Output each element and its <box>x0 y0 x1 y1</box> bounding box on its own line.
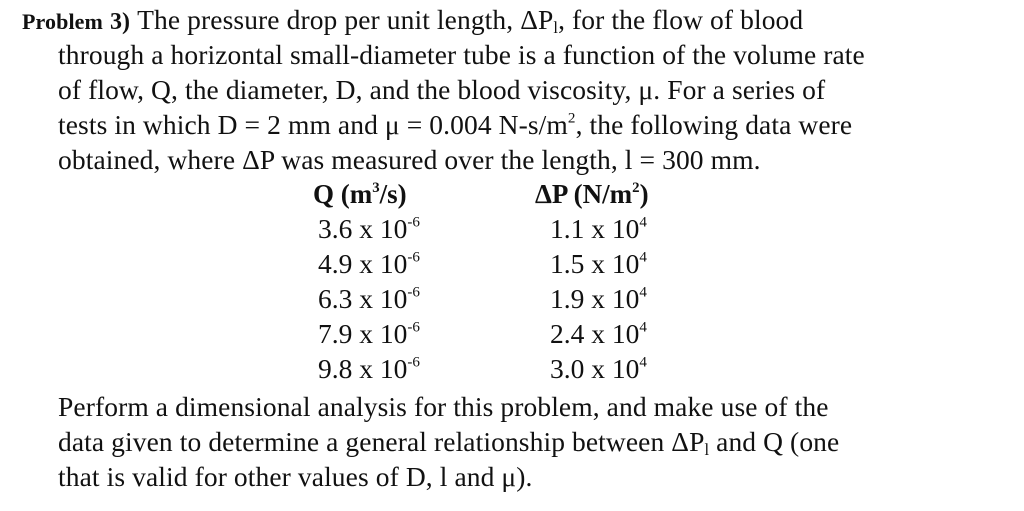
table-cell-delta-p: 1.1 x $10^4$ <box>550 213 647 244</box>
superscript-2: 2 <box>567 110 576 127</box>
line4-text-b: , the following data were <box>575 109 853 140</box>
problem-statement-line-4 <box>58 108 852 142</box>
table-cell-delta-p: 2.4 x $10^4$ <box>550 318 647 349</box>
table-cell-delta-p: 1.9 x $10^4$ <box>550 283 647 314</box>
problem-number: 3) <box>109 9 131 35</box>
table-header-q: Q $(m^3/s)$ <box>313 179 407 209</box>
intro-text: The pressure drop per unit length, ΔP <box>137 4 554 35</box>
closing-line-3: that is valid for other values of D, l and μ). <box>58 461 533 492</box>
table-header-delta-p: ΔP $(N/m^2)$ <box>535 179 649 209</box>
problem-statement-line-1 <box>22 3 803 39</box>
problem-statement-line-2: through a horizontal small-diameter tube is a function of the volume rate <box>58 39 865 70</box>
problem-statement-line-3: of flow, Q, the diameter, D, and the blood viscosity, μ. For a series of <box>58 74 826 105</box>
line4-text-a: tests in which D = 2 mm and μ = 0.004 N-s/m <box>58 109 568 140</box>
table-cell-q: 7.9 x $10^{-6}$ <box>318 318 420 349</box>
subscript-l: l <box>553 18 559 38</box>
problem-statement-line-5: obtained, where ΔP was measured over the length, l = 300 mm. <box>58 144 761 175</box>
intro-text-tail: , for the flow of blood <box>558 4 804 35</box>
closing-line-2: data given to determine a general relationship between $\Delta P_l$ and Q (one <box>58 426 840 460</box>
table-cell-q: 4.9 x $10^{-6}$ <box>318 248 420 279</box>
table-cell-q: 9.8 x $10^{-6}$ <box>318 353 420 384</box>
closing-line-1: Perform a dimensional analysis for this problem, and make use of the <box>58 391 829 422</box>
table-cell-q: 6.3 x $10^{-6}$ <box>318 283 420 314</box>
table-cell-q: 3.6 x $10^{-6}$ <box>318 213 420 244</box>
table-cell-delta-p: 1.5 x $10^4$ <box>550 248 647 279</box>
problem-label: Problem <box>22 9 103 34</box>
table-cell-delta-p: 3.0 x $10^4$ <box>550 353 647 384</box>
